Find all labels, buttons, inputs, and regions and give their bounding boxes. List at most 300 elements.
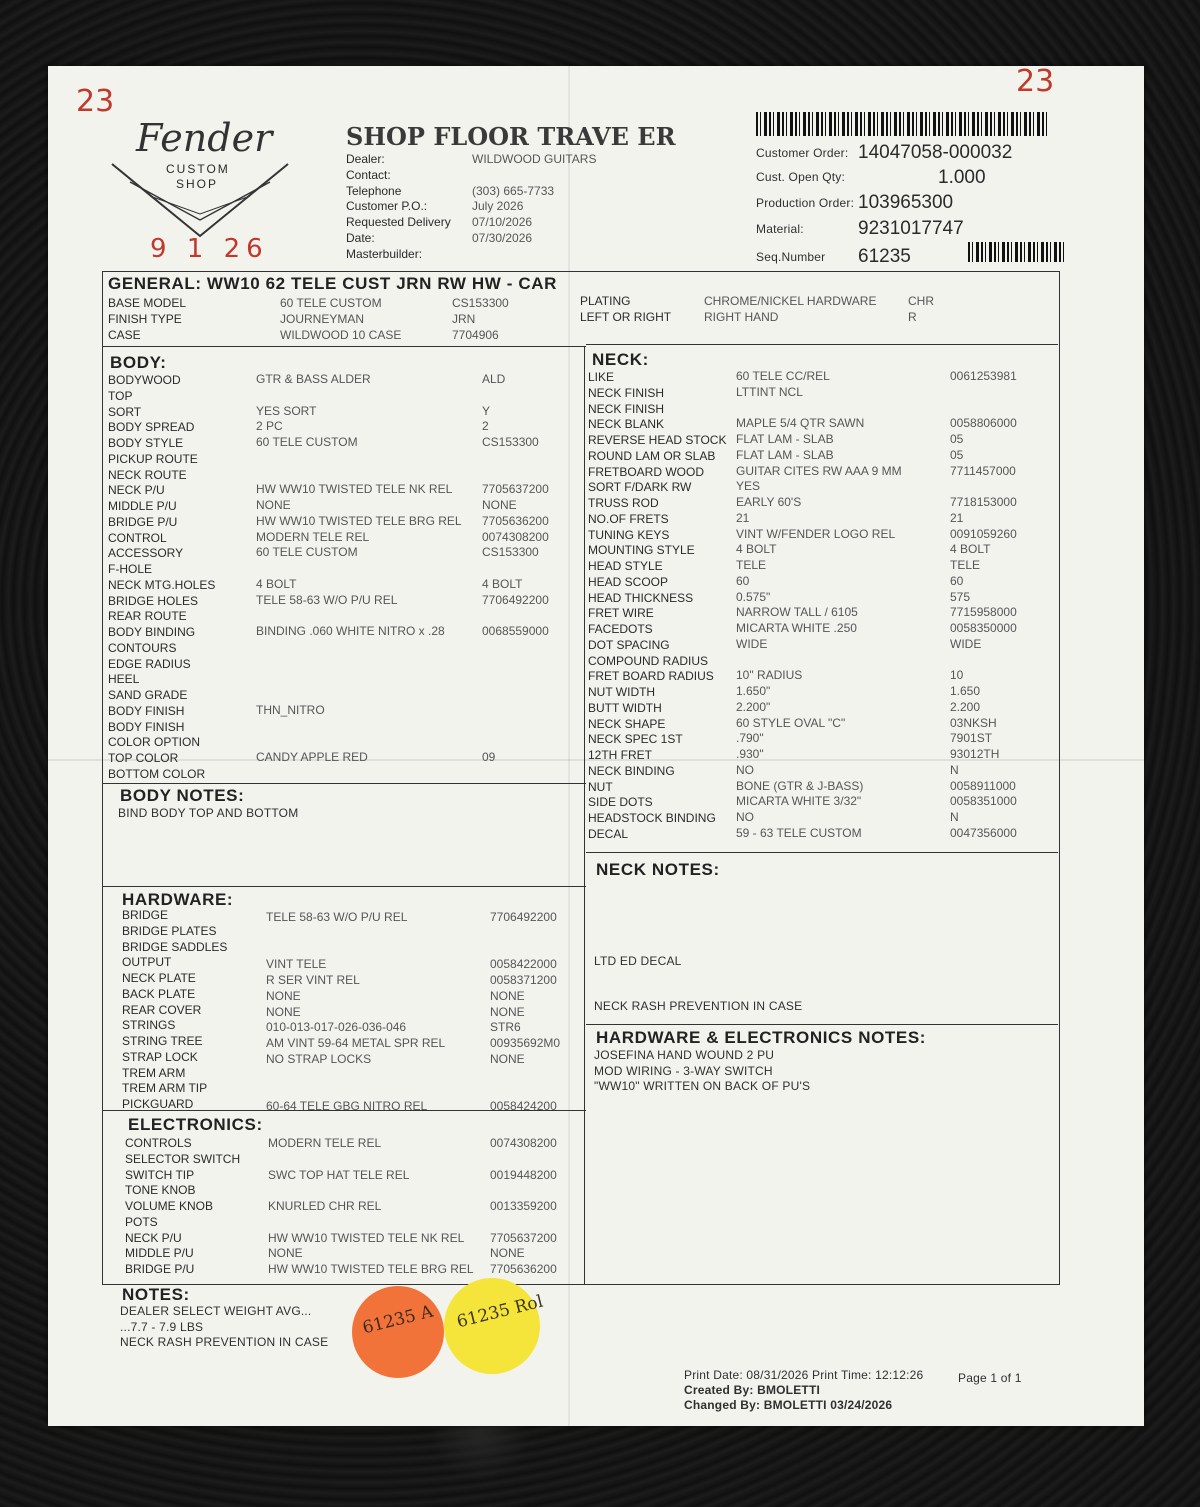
field-value	[472, 168, 596, 184]
neck-field-label: HEADSTOCK BINDING	[588, 811, 716, 825]
neck-notes-title: NECK NOTES:	[596, 860, 720, 879]
body-field-value: 4 BOLT	[256, 576, 297, 591]
body-field-code: 7706492200	[482, 592, 549, 607]
field-label: Dealer:	[346, 152, 385, 166]
neck-field-label: TRUSS ROD	[588, 496, 659, 510]
electronics-field-value: HW WW10 TWISTED TELE BRG REL	[268, 1262, 474, 1276]
yellow-sticker	[444, 1278, 546, 1374]
electronics-field-label: TONE KNOB	[125, 1183, 196, 1198]
hardware-field-value: 010-013-017-026-036-046	[266, 1020, 407, 1035]
order-value: 9231017747	[858, 218, 964, 239]
divider	[584, 346, 585, 1284]
body-field-value	[256, 467, 462, 483]
body-field-value	[256, 687, 462, 703]
neck-field-code	[950, 479, 1017, 495]
field-label: Masterbuilder:	[346, 246, 423, 261]
body-field-label: F-HOLE	[108, 562, 153, 576]
electronics-field-label: SWITCH TIP	[125, 1167, 195, 1182]
neck-field-label: NECK SPEC 1ST	[588, 732, 683, 747]
neck-field-value: 1.650"	[736, 684, 771, 698]
neck-field-value	[736, 653, 902, 669]
hardware-field-label: OUTPUT	[122, 955, 172, 970]
neck-field-code: 7711457000	[950, 463, 1016, 478]
neck-field-label: NECK BINDING	[588, 763, 675, 778]
neck-field-value: MAPLE 5/4 QTR SAWN	[736, 416, 865, 431]
neck-field-label: MOUNTING STYLE	[588, 543, 695, 558]
hardware-field-value: 60-64 TELE GBG NITRO REL	[266, 1099, 428, 1113]
order-value: 103965300	[858, 192, 954, 213]
order-label: Seq.Number	[756, 250, 826, 264]
neck-field-label: NECK FINISH	[588, 401, 665, 416]
neck-field-code: 05	[950, 447, 964, 462]
neck-field-code: 7718153000	[950, 495, 1017, 509]
hardware-field-value: NONE	[266, 988, 301, 1003]
order-value: 1.000	[938, 167, 986, 188]
neck-field-value: VINT W/FENDER LOGO REL	[736, 526, 896, 541]
hardware-field-code: 0058371200	[490, 973, 557, 987]
body-field-code: NONE	[482, 498, 517, 512]
hardware-field-value: AM VINT 59-64 METAL SPR REL	[266, 1036, 446, 1050]
body-field-label: SAND GRADE	[108, 688, 188, 702]
field-label: Telephone	[346, 183, 402, 198]
field-label: Date:	[346, 230, 375, 245]
hardware-field-code	[490, 1068, 560, 1084]
divider	[586, 1024, 1058, 1025]
body-field-label: BODY FINISH	[108, 703, 185, 718]
neck-field-value	[736, 401, 902, 417]
field-value: WILDWOOD GUITARS	[472, 152, 597, 166]
hardware-field-value	[266, 1083, 445, 1099]
neck-field-code: 0058351000	[950, 794, 1017, 809]
electronics-field-label: NECK P/U	[125, 1230, 182, 1245]
body-field-code	[482, 608, 549, 624]
general-title: GENERAL: WW10 62 TELE CUST JRN RW HW - CAR	[108, 274, 557, 293]
neck-field-label: NUT	[588, 779, 613, 794]
hardware-field-label: BRIDGE	[122, 908, 169, 922]
neck-field-value: 0.575"	[736, 589, 771, 604]
field-value: (303) 665-7733	[472, 183, 555, 198]
body-field-label: BODY BINDING	[108, 625, 196, 639]
body-field-label: BODYWOOD	[108, 373, 181, 387]
body-field-value	[256, 766, 462, 782]
electronics-field-code: 7705637200	[490, 1230, 557, 1245]
note-line: NECK RASH PREVENTION IN CASE	[120, 1335, 329, 1349]
field-value: July 2026	[472, 199, 524, 214]
neck-field-value: FLAT LAM - SLAB	[736, 447, 834, 462]
hardware-field-value: NO STRAP LOCKS	[266, 1051, 372, 1066]
electronics-field-value: NONE	[268, 1246, 303, 1261]
hardware-field-value: TELE 58-63 W/O P/U REL	[266, 910, 408, 924]
neck-values	[736, 369, 902, 842]
neck-field-code: 2.200	[950, 699, 981, 714]
handwritten-number: 23	[76, 84, 115, 119]
dealer-labels	[346, 152, 451, 262]
body-field-code	[482, 734, 549, 750]
hardware-labels	[122, 908, 227, 1113]
neck-field-value: BONE (GTR & J-BASS)	[736, 778, 864, 793]
hardware-field-code: NONE	[490, 1051, 525, 1066]
neck-field-value: 60 STYLE OVAL "C"	[736, 715, 846, 730]
neck-field-code: 0047356000	[950, 825, 1017, 840]
neck-field-value: NO	[736, 810, 754, 824]
electronics-field-value	[268, 1152, 474, 1168]
neck-field-label: NECK BLANK	[588, 417, 665, 432]
body-field-label: COLOR OPTION	[108, 735, 201, 750]
neck-field-label: SIDE DOTS	[588, 795, 653, 810]
electronics-values	[268, 1136, 474, 1278]
neck-field-code: 0058911000	[950, 778, 1016, 793]
body-field-value: BINDING .060 WHITE NITRO x .28	[256, 624, 445, 638]
print-info: Print Date: 08/31/2026 Print Time: 12:12:26	[684, 1368, 924, 1382]
body-field-value: THN_NITRO	[256, 702, 325, 717]
orange-sticker	[352, 1286, 444, 1378]
field-label: Customer P.O.:	[346, 199, 428, 214]
body-field-code	[482, 451, 549, 467]
body-field-code	[482, 719, 549, 735]
body-field-label: SORT	[108, 404, 142, 419]
neck-field-value: 60 TELE CC/REL	[736, 369, 830, 383]
body-field-code: 2	[482, 419, 489, 434]
neck-field-value: 59 - 63 TELE CUSTOM	[736, 825, 862, 840]
body-field-label: BOTTOM COLOR	[108, 766, 206, 781]
body-field-value: GTR & BASS ALDER	[256, 372, 371, 386]
body-field-label: MIDDLE P/U	[108, 499, 177, 513]
body-field-code: CS153300	[482, 545, 539, 560]
electronics-field-code: 0074308200	[490, 1136, 557, 1150]
body-field-label: NECK MTG.HOLES	[108, 577, 216, 592]
field-label: Contact:	[346, 167, 391, 182]
body-field-code: 0074308200	[482, 529, 549, 544]
body-field-code	[482, 467, 549, 483]
body-field-value: 60 TELE CUSTOM	[256, 545, 358, 560]
divider	[102, 886, 586, 887]
body-field-code	[482, 671, 549, 687]
order-label: Production Order:	[756, 196, 855, 210]
neck-field-label: LIKE	[588, 370, 615, 384]
body-field-value: MODERN TELE REL	[256, 529, 370, 544]
electronics-field-label: CONTROLS	[125, 1136, 192, 1150]
sticker-text: 61235 A	[360, 1301, 436, 1339]
general-labels	[108, 296, 186, 343]
general-code: R	[908, 309, 917, 324]
body-field-code	[482, 561, 549, 577]
body-field-value: HW WW10 TWISTED TELE NK REL	[256, 482, 453, 497]
body-field-code	[482, 703, 549, 719]
neck-field-value: .790"	[736, 731, 764, 746]
hardware-field-code: 0058422000	[490, 957, 557, 972]
neck-note-line: LTD ED DECAL	[594, 954, 682, 968]
neck-field-label: DECAL	[588, 826, 629, 841]
body-field-label: ACCESSORY	[108, 546, 184, 561]
neck-field-value: FLAT LAM - SLAB	[736, 432, 834, 446]
logo-line: SHOP	[176, 177, 219, 191]
body-field-code	[482, 640, 549, 656]
field-label: Requested Delivery	[346, 215, 451, 229]
body-field-value: 2 PC	[256, 419, 283, 434]
general-label: LEFT OR RIGHT	[580, 309, 672, 324]
electronics-codes	[490, 1136, 557, 1278]
body-field-value: CANDY APPLE RED	[256, 750, 368, 764]
neck-field-code: 03NKSH	[950, 715, 997, 730]
body-field-code	[482, 656, 549, 672]
body-field-code: 0068559000	[482, 624, 549, 638]
body-field-value	[256, 656, 462, 672]
neck-field-value: 4 BOLT	[736, 542, 777, 557]
hardware-field-label: NECK PLATE	[122, 971, 196, 985]
hardware-field-value: R SER VINT REL	[266, 973, 360, 987]
hardware-field-code: 00935692M0	[490, 1036, 561, 1050]
divider	[102, 346, 586, 347]
electronics-field-value: HW WW10 TWISTED TELE NK REL	[268, 1230, 465, 1245]
body-notes-title: BODY NOTES:	[120, 786, 245, 805]
general-labels-right	[580, 294, 671, 326]
general-code: JRN	[452, 311, 476, 326]
neck-field-code: 0091059260	[950, 526, 1017, 541]
neck-field-code: WIDE	[950, 636, 982, 651]
general-code: 7704906	[452, 327, 499, 342]
general-codes-right	[908, 294, 934, 326]
neck-field-code	[950, 653, 1017, 669]
electronics-field-label: POTS	[125, 1214, 158, 1229]
body-field-label: NECK P/U	[108, 483, 165, 498]
electronics-field-code: NONE	[490, 1246, 525, 1261]
changed-by: Changed By: BMOLETTI 03/24/2026	[684, 1398, 893, 1412]
hardware-values	[266, 910, 445, 1115]
body-values	[256, 372, 462, 782]
logo-line: CUSTOM	[166, 162, 230, 176]
neck-field-code	[950, 401, 1017, 417]
hardware-field-label: BRIDGE SADDLES	[122, 939, 228, 954]
body-field-label: REAR ROUTE	[108, 609, 187, 624]
body-field-value: TELE 58-63 W/O P/U REL	[256, 592, 398, 607]
general-code: CHR	[908, 294, 934, 308]
electronics-field-code	[490, 1152, 557, 1168]
neck-field-value: TELE	[736, 558, 767, 572]
fender-custom-shop-logo	[110, 116, 290, 246]
sticker-text: 61235 Rol	[454, 1291, 546, 1333]
body-field-value: HW WW10 TWISTED TELE BRG REL	[256, 513, 462, 528]
general-value: 60 TELE CUSTOM	[280, 296, 382, 310]
hardware-field-code: NONE	[490, 1004, 525, 1019]
neck-field-label: HEAD THICKNESS	[588, 590, 694, 605]
barcode-icon	[968, 242, 1064, 262]
general-code: CS153300	[452, 296, 509, 310]
neck-field-value: NO	[736, 762, 754, 777]
neck-field-code: 7901ST	[950, 731, 993, 746]
note-line: ...7.7 - 7.9 LBS	[120, 1320, 204, 1334]
general-value: CHROME/NICKEL HARDWARE	[704, 294, 877, 308]
body-field-code: 09	[482, 750, 496, 764]
hardware-field-code	[490, 926, 560, 942]
hw-note-line: MOD WIRING - 3-WAY SWITCH	[594, 1064, 773, 1078]
created-by: Created By: BMOLETTI	[684, 1383, 821, 1397]
hw-note-line: JOSEFINA HAND WOUND 2 PU	[594, 1048, 775, 1062]
neck-field-code: TELE	[950, 558, 981, 572]
body-field-value	[256, 451, 462, 467]
neck-field-label: SORT F/DARK RW	[588, 480, 692, 495]
body-field-value	[256, 388, 462, 404]
neck-field-value: .930"	[736, 747, 764, 761]
body-field-value	[256, 734, 462, 750]
general-value: WILDWOOD 10 CASE	[280, 327, 402, 342]
hardware-field-value	[266, 1068, 445, 1084]
body-field-label: TOP COLOR	[108, 751, 179, 765]
neck-field-code: 575	[950, 589, 971, 604]
body-field-code: 4 BOLT	[482, 576, 523, 591]
neck-codes	[950, 369, 1017, 842]
neck-field-value: 10" RADIUS	[736, 668, 803, 683]
neck-field-label: REVERSE HEAD STOCK	[588, 433, 727, 447]
neck-field-label: NECK FINISH	[588, 385, 665, 400]
divider	[102, 1110, 586, 1111]
neck-note-line: NECK RASH PREVENTION IN CASE	[594, 999, 803, 1013]
neck-field-value: EARLY 60'S	[736, 495, 802, 509]
hw-note-line: "WW10" WRITTEN ON BACK OF PU'S	[594, 1079, 811, 1093]
handwritten-date: 9 1 26	[150, 234, 269, 264]
body-title: BODY:	[110, 353, 167, 372]
barcode-icon	[756, 112, 1050, 136]
hardware-field-value	[266, 926, 445, 942]
neck-field-label: 12TH FRET	[588, 748, 653, 762]
hardware-field-label: STRINGS	[122, 1018, 176, 1033]
general-values-right	[704, 294, 876, 326]
neck-field-code: N	[950, 762, 959, 777]
body-field-label: BODY FINISH	[108, 719, 185, 734]
body-field-code	[482, 388, 549, 404]
body-note-line: BIND BODY TOP AND BOTTOM	[118, 806, 299, 820]
electronics-field-code	[490, 1183, 557, 1199]
divider	[586, 852, 1058, 853]
body-field-label: CONTROL	[108, 530, 167, 545]
neck-field-value: YES	[736, 479, 761, 494]
body-field-label: NECK ROUTE	[108, 467, 187, 482]
handwritten-number: 23	[1016, 66, 1055, 99]
body-field-value: 60 TELE CUSTOM	[256, 435, 358, 449]
body-field-value	[256, 640, 462, 656]
neck-field-code: 93012TH	[950, 747, 1000, 761]
neck-field-label: COMPOUND RADIUS	[588, 653, 709, 668]
body-labels	[108, 373, 215, 783]
electronics-title: ELECTRONICS:	[128, 1115, 263, 1134]
electronics-field-value: KNURLED CHR REL	[268, 1199, 382, 1213]
body-field-label: CONTOURS	[108, 640, 177, 655]
electronics-field-code: 7705636200	[490, 1262, 557, 1276]
hardware-codes	[490, 910, 560, 1115]
body-field-value	[256, 561, 462, 577]
body-field-label: BODY STYLE	[108, 436, 184, 450]
body-field-label: PICKUP ROUTE	[108, 451, 198, 466]
electronics-field-label: BRIDGE P/U	[125, 1262, 195, 1276]
hardware-field-label: PICKGUARD	[122, 1097, 194, 1111]
neck-field-label: TUNING KEYS	[588, 527, 670, 542]
order-label: Customer Order:	[756, 146, 849, 160]
neck-field-label: FRET WIRE	[588, 606, 654, 621]
neck-field-code: 4 BOLT	[950, 542, 991, 557]
page-count: Page 1 of 1	[958, 1371, 1022, 1385]
neck-field-code: 60	[950, 573, 964, 588]
electronics-labels	[125, 1136, 240, 1278]
body-field-label: BRIDGE HOLES	[108, 593, 199, 608]
body-field-label: TOP	[108, 388, 133, 403]
electronics-field-code: 0019448200	[490, 1167, 557, 1182]
order-label: Cust. Open Qty:	[756, 170, 846, 184]
neck-field-value: 2.200"	[736, 699, 771, 714]
body-field-value	[256, 719, 462, 735]
neck-field-label: HEAD SCOOP	[588, 574, 669, 589]
neck-title: NECK:	[592, 350, 649, 369]
neck-field-label: NO.OF FRETS	[588, 511, 669, 526]
field-value	[472, 247, 596, 263]
neck-field-value: MICARTA WHITE 3/32"	[736, 794, 862, 809]
v-emblem-icon	[110, 156, 290, 246]
divider	[586, 344, 1058, 345]
general-codes	[452, 296, 509, 343]
neck-field-code: 0058350000	[950, 621, 1017, 635]
neck-field-label: BUTT WIDTH	[588, 700, 662, 715]
hardware-field-label: BACK PLATE	[122, 986, 196, 1001]
electronics-field-label: VOLUME KNOB	[125, 1199, 214, 1213]
field-value: 07/10/2026	[472, 215, 533, 229]
neck-field-value: GUITAR CITES RW AAA 9 MM	[736, 463, 902, 478]
body-field-label: HEEL	[108, 672, 140, 687]
neck-field-code	[950, 385, 1017, 401]
neck-field-code: 0058806000	[950, 416, 1017, 431]
neck-field-code: 21	[950, 510, 964, 525]
body-field-code: 7705637200	[482, 482, 549, 497]
electronics-field-value: MODERN TELE REL	[268, 1136, 382, 1150]
hardware-field-value: VINT TELE	[266, 957, 327, 972]
neck-field-code: 7715958000	[950, 605, 1017, 620]
body-field-code	[482, 687, 549, 703]
general-label: PLATING	[580, 294, 631, 308]
order-label: Material:	[756, 222, 804, 236]
body-field-label: BRIDGE P/U	[108, 514, 178, 529]
general-label: CASE	[108, 327, 141, 342]
hw-notes-title: HARDWARE & ELECTRONICS NOTES:	[596, 1028, 927, 1047]
note-line: DEALER SELECT WEIGHT AVG...	[120, 1304, 312, 1318]
electronics-field-value: SWC TOP HAT TELE REL	[268, 1167, 410, 1182]
neck-labels	[588, 370, 726, 843]
general-value: JOURNEYMAN	[280, 311, 365, 326]
hardware-field-label: TREM ARM	[122, 1065, 186, 1080]
order-value: 14047058-000032	[858, 142, 1013, 163]
hardware-field-code: STR6	[490, 1020, 521, 1035]
body-field-label: BODY SPREAD	[108, 420, 195, 435]
neck-field-code: N	[950, 810, 959, 824]
electronics-field-value	[268, 1215, 474, 1231]
neck-field-value: WIDE	[736, 636, 768, 651]
neck-field-value: MICARTA WHITE .250	[736, 621, 857, 635]
electronics-field-label: SELECTOR SWITCH	[125, 1151, 241, 1166]
hardware-field-label: REAR COVER	[122, 1002, 202, 1017]
field-value: 07/30/2026	[472, 230, 533, 245]
body-field-code: ALD	[482, 372, 506, 386]
shop-floor-traveler-sheet	[48, 66, 1144, 1426]
dealer-values	[472, 152, 596, 262]
hardware-field-code	[490, 942, 560, 958]
body-field-value	[256, 608, 462, 624]
neck-field-label: HEAD STYLE	[588, 559, 663, 573]
electronics-field-code: 0013359200	[490, 1199, 557, 1213]
body-field-value: YES SORT	[256, 403, 317, 418]
hardware-field-code	[490, 1083, 560, 1099]
hardware-field-code: NONE	[490, 988, 525, 1003]
electronics-field-code	[490, 1215, 557, 1231]
hardware-field-label: STRAP LOCK	[122, 1049, 198, 1064]
hardware-field-value	[266, 942, 445, 958]
divider	[102, 783, 586, 784]
neck-field-code: 05	[950, 432, 964, 446]
